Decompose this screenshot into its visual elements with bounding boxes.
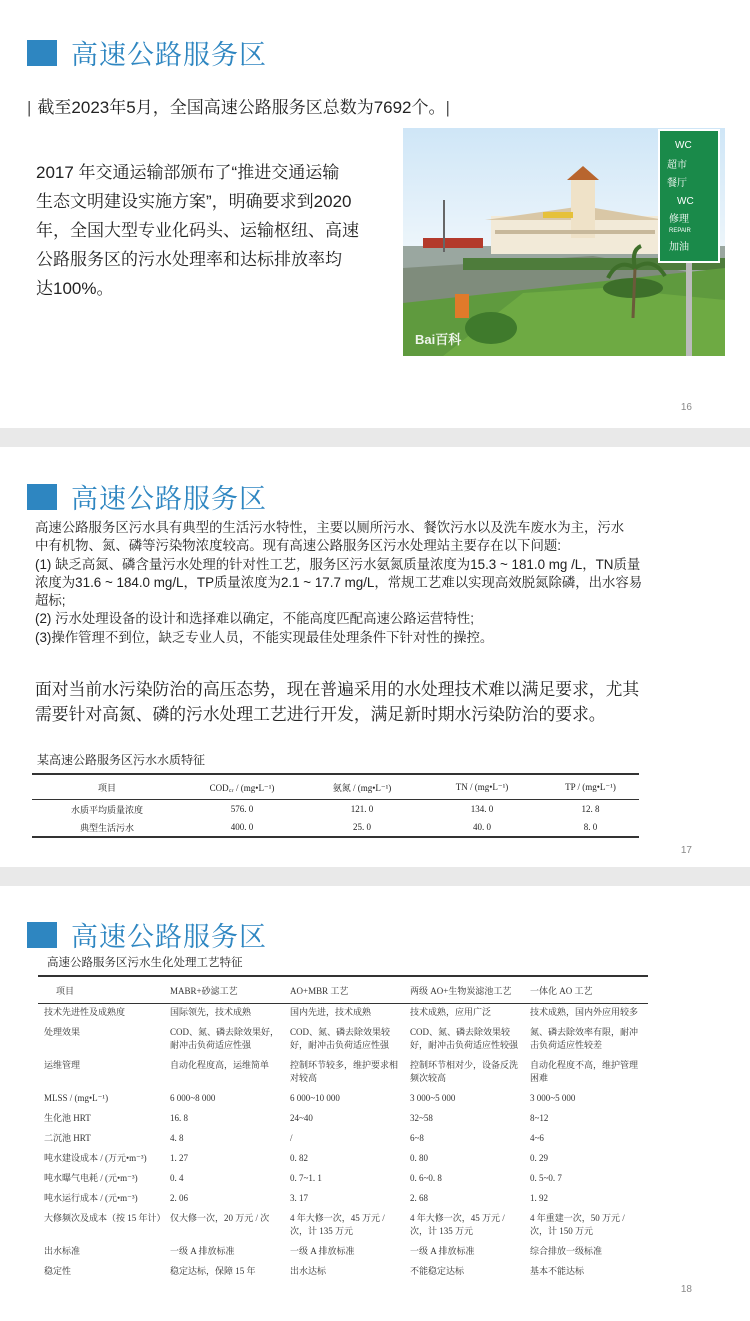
slide-title: 高速公路服务区 <box>71 40 267 70</box>
table-cell: MLSS / (mg•L⁻¹) <box>44 1093 109 1103</box>
table-cell: 出水达标 <box>290 1266 327 1276</box>
table-header-row <box>38 976 648 1004</box>
water-quality-table <box>32 773 639 838</box>
table-row <box>38 1024 648 1057</box>
paragraph-line: (2) 污水处理设备的设计和选择难以确定，不能高度匹配高速公路运营特性; <box>35 611 474 627</box>
bar-mark-right: | <box>445 98 450 117</box>
table-row <box>38 1190 648 1210</box>
table-header-cell: TP / (mg•L⁻¹) <box>565 781 616 792</box>
table-row <box>32 800 639 819</box>
photo-illustration <box>403 128 725 356</box>
table-cell: COD、氮、磷去除效果较好，耐冲击负荷适应性强 <box>290 1027 391 1050</box>
table-cell: 6~8 <box>410 1133 424 1143</box>
table-header-cell: 两级 AO+生物炭滤池工艺 <box>410 985 512 996</box>
table-cell: 576. 0 <box>230 804 254 814</box>
slide-18 <box>0 886 750 1321</box>
paragraph-line: 年，全国大型专业化码头、运输枢纽、高速 <box>36 221 359 240</box>
table-cell: 6 000~8 000 <box>170 1093 216 1103</box>
table-cell: 0. 82 <box>290 1153 308 1163</box>
service-area-photo <box>403 128 725 356</box>
slide-16 <box>0 0 750 428</box>
table-cell: 一级 A 排放标准 <box>410 1246 475 1256</box>
table-header-cell: 氨氮 / (mg•L⁻¹) <box>332 782 392 793</box>
table-cell: 运维管理 <box>44 1060 81 1070</box>
table-cell: 1. 92 <box>530 1193 548 1203</box>
table-cell: 3. 17 <box>290 1193 308 1203</box>
table-row <box>38 1090 648 1110</box>
table-cell: 国际领先，技术成熟 <box>170 1007 252 1017</box>
page-number: 18 <box>680 1284 692 1295</box>
table-row <box>38 1263 648 1283</box>
table-cell: 0. 4 <box>170 1173 184 1183</box>
table-cell: 2. 06 <box>170 1193 188 1203</box>
slide-title-row <box>27 477 267 516</box>
paragraph-line: 中有机物、氮、磷等污染物浓度较高。现有高速公路服务区污水处理站主要存在以下问题: <box>35 538 561 554</box>
table-cell: 二沉池 HRT <box>44 1133 91 1143</box>
table-row <box>38 1150 648 1170</box>
table-cell: 控制环节较多，维护要求相对较高 <box>290 1060 399 1083</box>
table-cell: 基本不能达标 <box>530 1266 585 1276</box>
paragraph-line: 达100%。 <box>36 279 114 298</box>
table-cell: 吨水建设成本 / (万元•m⁻³) <box>44 1153 147 1163</box>
bar-mark-left: | <box>27 98 32 117</box>
table-cell: 水质平均质量浓度 <box>70 804 143 815</box>
table-cell: 自动化程度不高，维护管理困难 <box>530 1060 639 1083</box>
page-number: 16 <box>680 402 692 413</box>
table-cell: 3 000~5 000 <box>410 1093 456 1103</box>
table-cell: 技术先进性及成熟度 <box>44 1007 126 1017</box>
table-cell: COD、氮、磷去除效果好，耐冲击负荷适应性强 <box>170 1027 280 1050</box>
table-row <box>38 1243 648 1263</box>
table-cell: 4~6 <box>530 1133 544 1143</box>
policy-paragraph <box>36 158 366 303</box>
table-header-cell: AO+MBR 工艺 <box>290 985 349 996</box>
table-cell: 国内先进，技术成熟 <box>290 1007 372 1017</box>
table-row <box>32 818 639 837</box>
table-cell: 12. 8 <box>581 804 600 814</box>
table-cell: 生化池 HRT <box>44 1113 91 1123</box>
table-cell: 不能稳定达标 <box>410 1266 465 1276</box>
title-accent-square <box>27 40 57 66</box>
table-cell: 0. 29 <box>530 1153 548 1163</box>
process-comparison-table <box>38 975 648 1283</box>
table-cell: 0. 7~1. 1 <box>290 1173 322 1183</box>
paragraph-line: (3)操作管理不到位，缺乏专业人员，不能实现最佳处理条件下针对性的操控。 <box>35 629 494 645</box>
table-cell: 一级 A 排放标准 <box>290 1246 355 1256</box>
table-cell: 24~40 <box>290 1113 313 1123</box>
paragraph-line: 超标; <box>35 593 66 609</box>
sign-label: 加油 <box>669 242 689 253</box>
table-cell: 0. 5~0. 7 <box>530 1173 562 1183</box>
table-cell: 16. 8 <box>170 1113 188 1123</box>
table-cell: 6 000~10 000 <box>290 1093 340 1103</box>
table-cell: 3 000~5 000 <box>530 1093 576 1103</box>
table-cell: / <box>290 1133 293 1143</box>
page-number: 17 <box>680 845 692 856</box>
table-cell: 8. 0 <box>583 822 598 832</box>
paragraph-line: 浓度为31.6 ~ 184.0 mg/L，TP质量浓度为2.1 ~ 17.7 mg/L，常规工艺难以实现高效脱氮除磷，出水容易 <box>35 574 643 590</box>
slide-17 <box>0 447 750 867</box>
sign-label: REPAIR <box>669 228 691 234</box>
table-header-cell: TN / (mg•L⁻¹) <box>455 781 509 792</box>
problem-paragraph <box>35 519 725 647</box>
table-row <box>38 1130 648 1150</box>
subtitle-text: 截至2023年5月，全国高速公路服务区总数为7692个。 <box>37 98 446 117</box>
table-cell: 4 年大修一次，45 万元 / 次，计 135 万元 <box>290 1213 385 1236</box>
table-cell: 4 年重建一次，50 万元 / 次，计 150 万元 <box>530 1213 625 1236</box>
slide-title-row <box>27 915 267 954</box>
table-cell: 技术成熟，国内外应用较多 <box>530 1007 639 1017</box>
table-cell: 控制环节相对少，设备反洗频次较高 <box>410 1060 519 1083</box>
table-cell: 吨水运行成本 / (元•m⁻³) <box>44 1193 138 1203</box>
table-cell: 处理效果 <box>44 1027 81 1037</box>
table-cell: 稳定性 <box>44 1266 72 1276</box>
paragraph-line: 公路服务区的污水处理率和达标排放率均 <box>36 250 342 269</box>
table-cell: 1. 27 <box>170 1153 188 1163</box>
table-row <box>38 1170 648 1190</box>
table-cell: 氮、磷去除效率有限，耐冲击负荷适应性较差 <box>530 1027 639 1050</box>
table-row <box>38 1210 648 1243</box>
sign-label: 餐厅 <box>667 178 687 189</box>
subtitle-line <box>27 93 450 118</box>
paragraph-line: (1) 缺乏高氮、磷含量污水处理的针对性工艺，服务区污水氨氮质量浓度为15.3 ~ 181.0 mg /L，TN质量 <box>35 556 641 572</box>
table-cell: 吨水曝气电耗 / (元•m⁻³) <box>44 1173 138 1183</box>
table-header-row <box>32 774 639 800</box>
table-cell: 仅大修一次，20 万元 / 次 <box>170 1213 270 1223</box>
table-row <box>38 1110 648 1130</box>
emphasis-paragraph <box>35 677 725 727</box>
table-cell: 121. 0 <box>350 804 374 814</box>
title-accent-square <box>27 922 57 948</box>
table-header-cell: 项目 <box>97 782 116 793</box>
slide-title: 高速公路服务区 <box>71 922 267 952</box>
paragraph-line: 高速公路服务区污水具有典型的生活污水特性，主要以厕所污水、餐饮污水以及洗车废水为主，污水 <box>35 520 625 535</box>
paragraph-line: 2017 年交通运输部颁布了“推进交通运输 <box>36 163 340 182</box>
table-header-cell: 一体化 AO 工艺 <box>530 985 593 996</box>
sign-label: 超市 <box>667 160 687 171</box>
table-cell: 综合排放一级标准 <box>530 1246 603 1256</box>
sign-label: WC <box>675 140 692 151</box>
table-cell: 25. 0 <box>353 822 371 832</box>
table-cell: 400. 0 <box>230 822 254 832</box>
table-cell: 技术成熟，应用广泛 <box>410 1007 492 1017</box>
table-cell: 4. 8 <box>170 1133 184 1143</box>
table-cell: 8~12 <box>530 1113 549 1123</box>
table-cell: 0. 80 <box>410 1153 428 1163</box>
table-header-cell: COD꜀ᵣ / (mg•L⁻¹) <box>209 782 275 793</box>
table-cell: 一级 A 排放标准 <box>170 1246 235 1256</box>
table-row <box>38 1004 648 1025</box>
table-cell: 自动化程度高，运维简单 <box>170 1060 270 1070</box>
table-cell: 134. 0 <box>470 804 494 814</box>
table-header-cell: 项目 <box>56 985 75 996</box>
table-cell: 40. 0 <box>473 822 491 832</box>
table-cell: 32~58 <box>410 1113 433 1123</box>
table-header-cell: MABR+砂滤工艺 <box>170 985 238 996</box>
sign-label: 修理 <box>669 214 689 225</box>
table-caption: 某高速公路服务区污水水质特征 <box>37 753 206 767</box>
sign-label: WC <box>677 196 694 207</box>
table-row <box>38 1057 648 1090</box>
table-cell: 大修频次及成本（按 15 年计） <box>44 1213 166 1223</box>
table-cell: 稳定达标，保障 15 年 <box>170 1266 256 1276</box>
photo-watermark: Bai百科 <box>415 332 462 347</box>
table-cell: 4 年大修一次，45 万元 / 次，计 135 万元 <box>410 1213 505 1236</box>
paragraph-line: 面对当前水污染防治的高压态势，现在普遍采用的水处理技术难以满足要求，尤其 <box>35 680 640 699</box>
table-cell: 典型生活污水 <box>79 822 134 833</box>
table-cell: COD、氮、磷去除效果较好，耐冲击负荷适应性较强 <box>410 1027 519 1050</box>
table-cell: 出水标准 <box>44 1246 81 1256</box>
slide-title: 高速公路服务区 <box>71 484 267 514</box>
paragraph-line: 生态文明建设实施方案”，明确要求到2020 <box>36 192 352 211</box>
table-cell: 2. 68 <box>410 1193 428 1203</box>
paragraph-line: 需要针对高氮、磷的污水处理工艺进行开发，满足新时期水污染防治的要求。 <box>35 705 606 724</box>
table-cell: 0. 6~0. 8 <box>410 1173 442 1183</box>
slide-title-row <box>27 33 267 72</box>
table-caption: 高速公路服务区污水生化处理工艺特征 <box>47 957 243 969</box>
title-accent-square <box>27 484 57 510</box>
